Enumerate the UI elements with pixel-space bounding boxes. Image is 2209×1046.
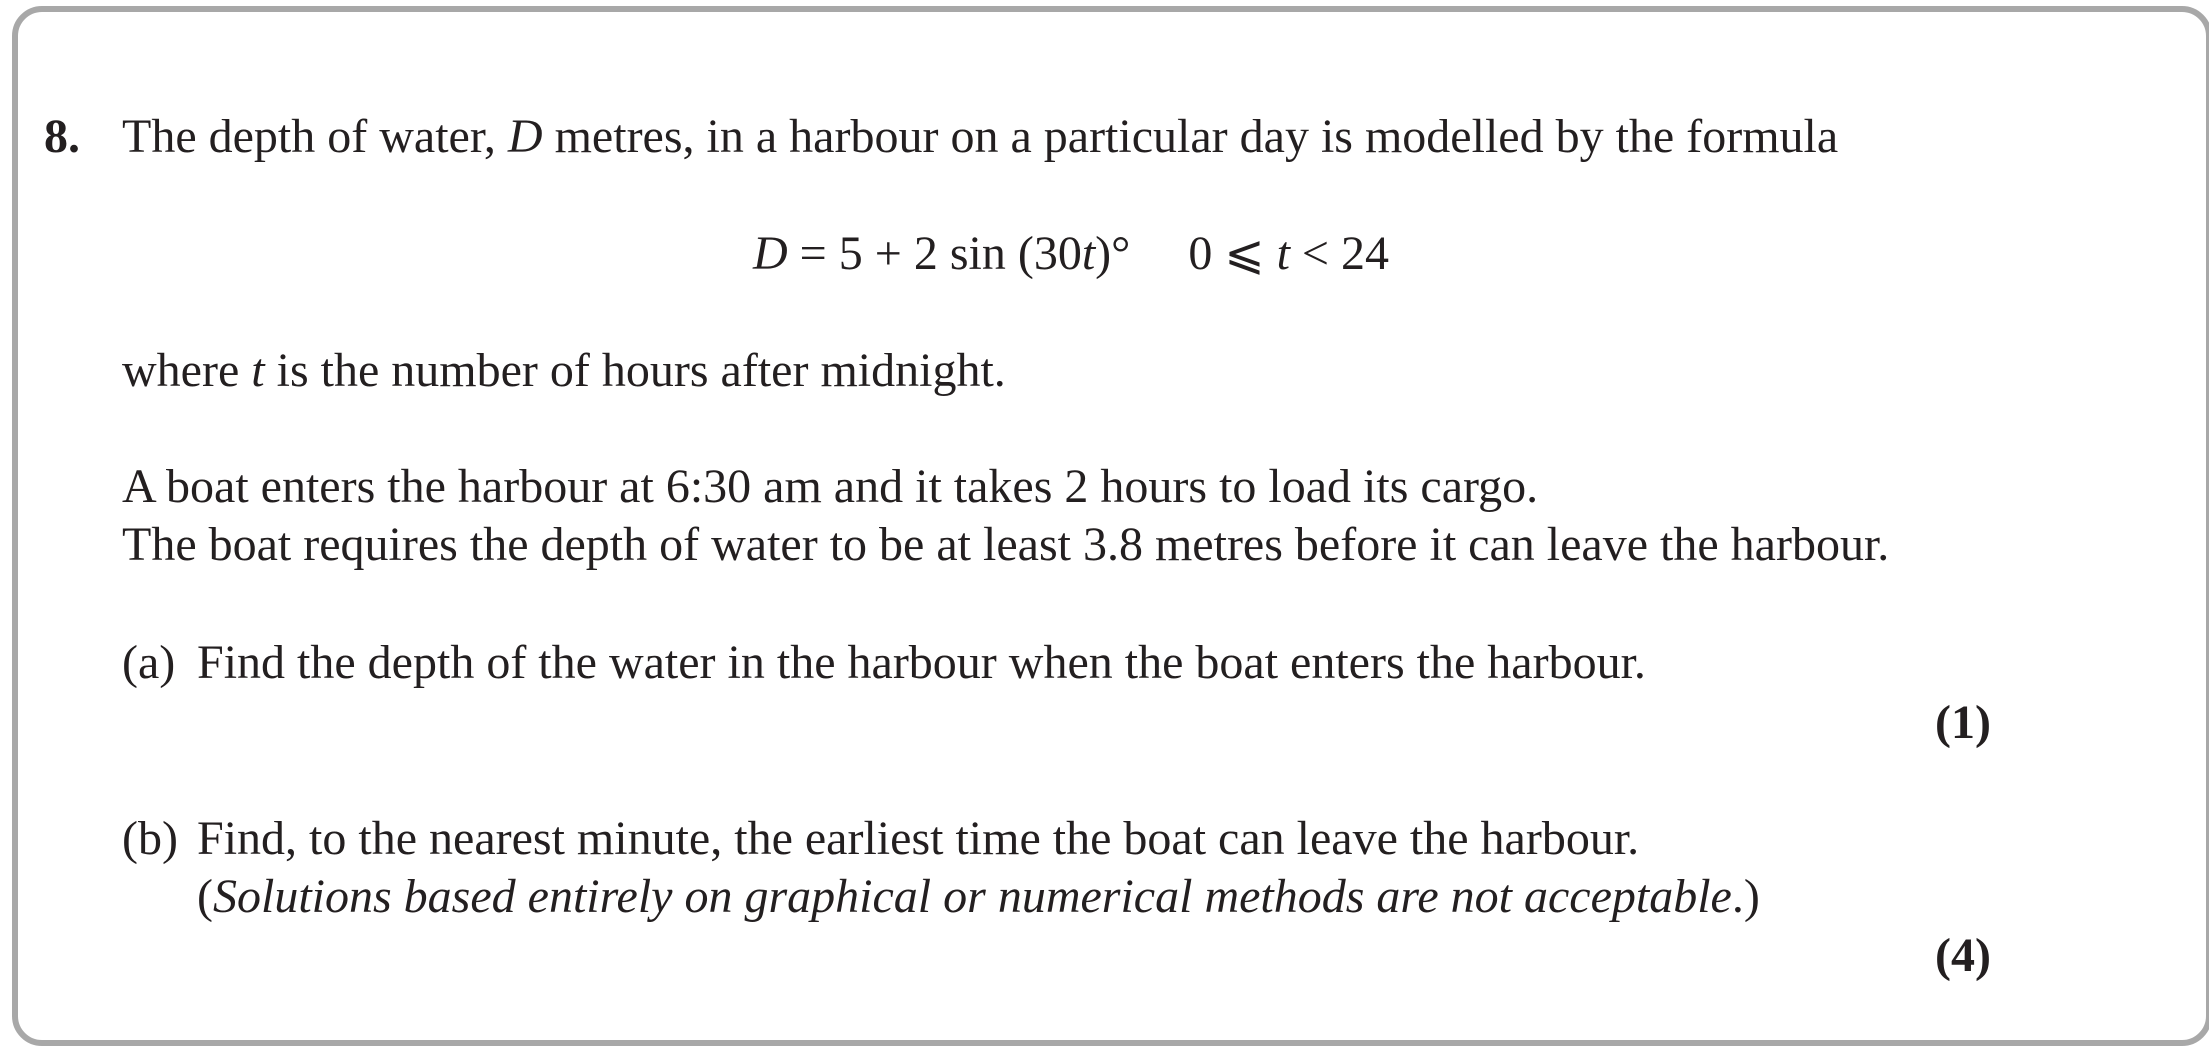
part-a-label: (a)	[122, 636, 176, 689]
part-a-text: Find the depth of the water in the harbour when the boat enters the harbour.	[197, 636, 1646, 689]
where-pre: where	[122, 344, 252, 397]
formula-lhs: D	[753, 227, 788, 280]
part-b-label: (b)	[122, 812, 178, 865]
stem-text-pre: The depth of water,	[122, 110, 508, 163]
part-b-note-close: .)	[1731, 870, 1760, 923]
part-b-note-open: (	[197, 870, 213, 923]
where-var: t	[251, 344, 265, 397]
formula-rhs-post: )°	[1095, 227, 1131, 280]
part-a-marks: (1)	[1935, 696, 1991, 749]
depth-formula	[753, 227, 1389, 280]
formula-domain-pre: 0 ⩽	[1188, 227, 1277, 280]
stem-variable-d: D	[507, 110, 543, 163]
boat-context-line-1: A boat enters the harbour at 6:30 am and it takes 2 hours to load its cargo.	[122, 460, 1539, 513]
question-stem	[122, 110, 1839, 163]
part-b-note	[197, 870, 1760, 923]
formula-domain-post: < 24	[1289, 227, 1389, 280]
stem-text-post: metres, in a harbour on a particular day is modelled by the formula	[542, 110, 1839, 163]
question-number: 8.	[44, 110, 80, 163]
part-b-note-text: Solutions based entirely on graphical or numerical methods are not acceptable	[212, 870, 1732, 923]
formula-domain-var: t	[1276, 227, 1290, 280]
part-b-marks: (4)	[1935, 929, 1991, 982]
part-b-text: Find, to the nearest minute, the earliest time the boat can leave the harbour.	[197, 812, 1640, 865]
formula-rhs-var: t	[1081, 227, 1096, 280]
where-post: is the number of hours after midnight.	[264, 344, 1006, 397]
formula-rhs-pre: = 5 + 2 sin (30	[787, 227, 1082, 280]
variable-definition	[122, 344, 1006, 397]
boat-context-line-2: The boat requires the depth of water to be at least 3.8 metres before it can leave the harbour.	[122, 518, 1890, 571]
